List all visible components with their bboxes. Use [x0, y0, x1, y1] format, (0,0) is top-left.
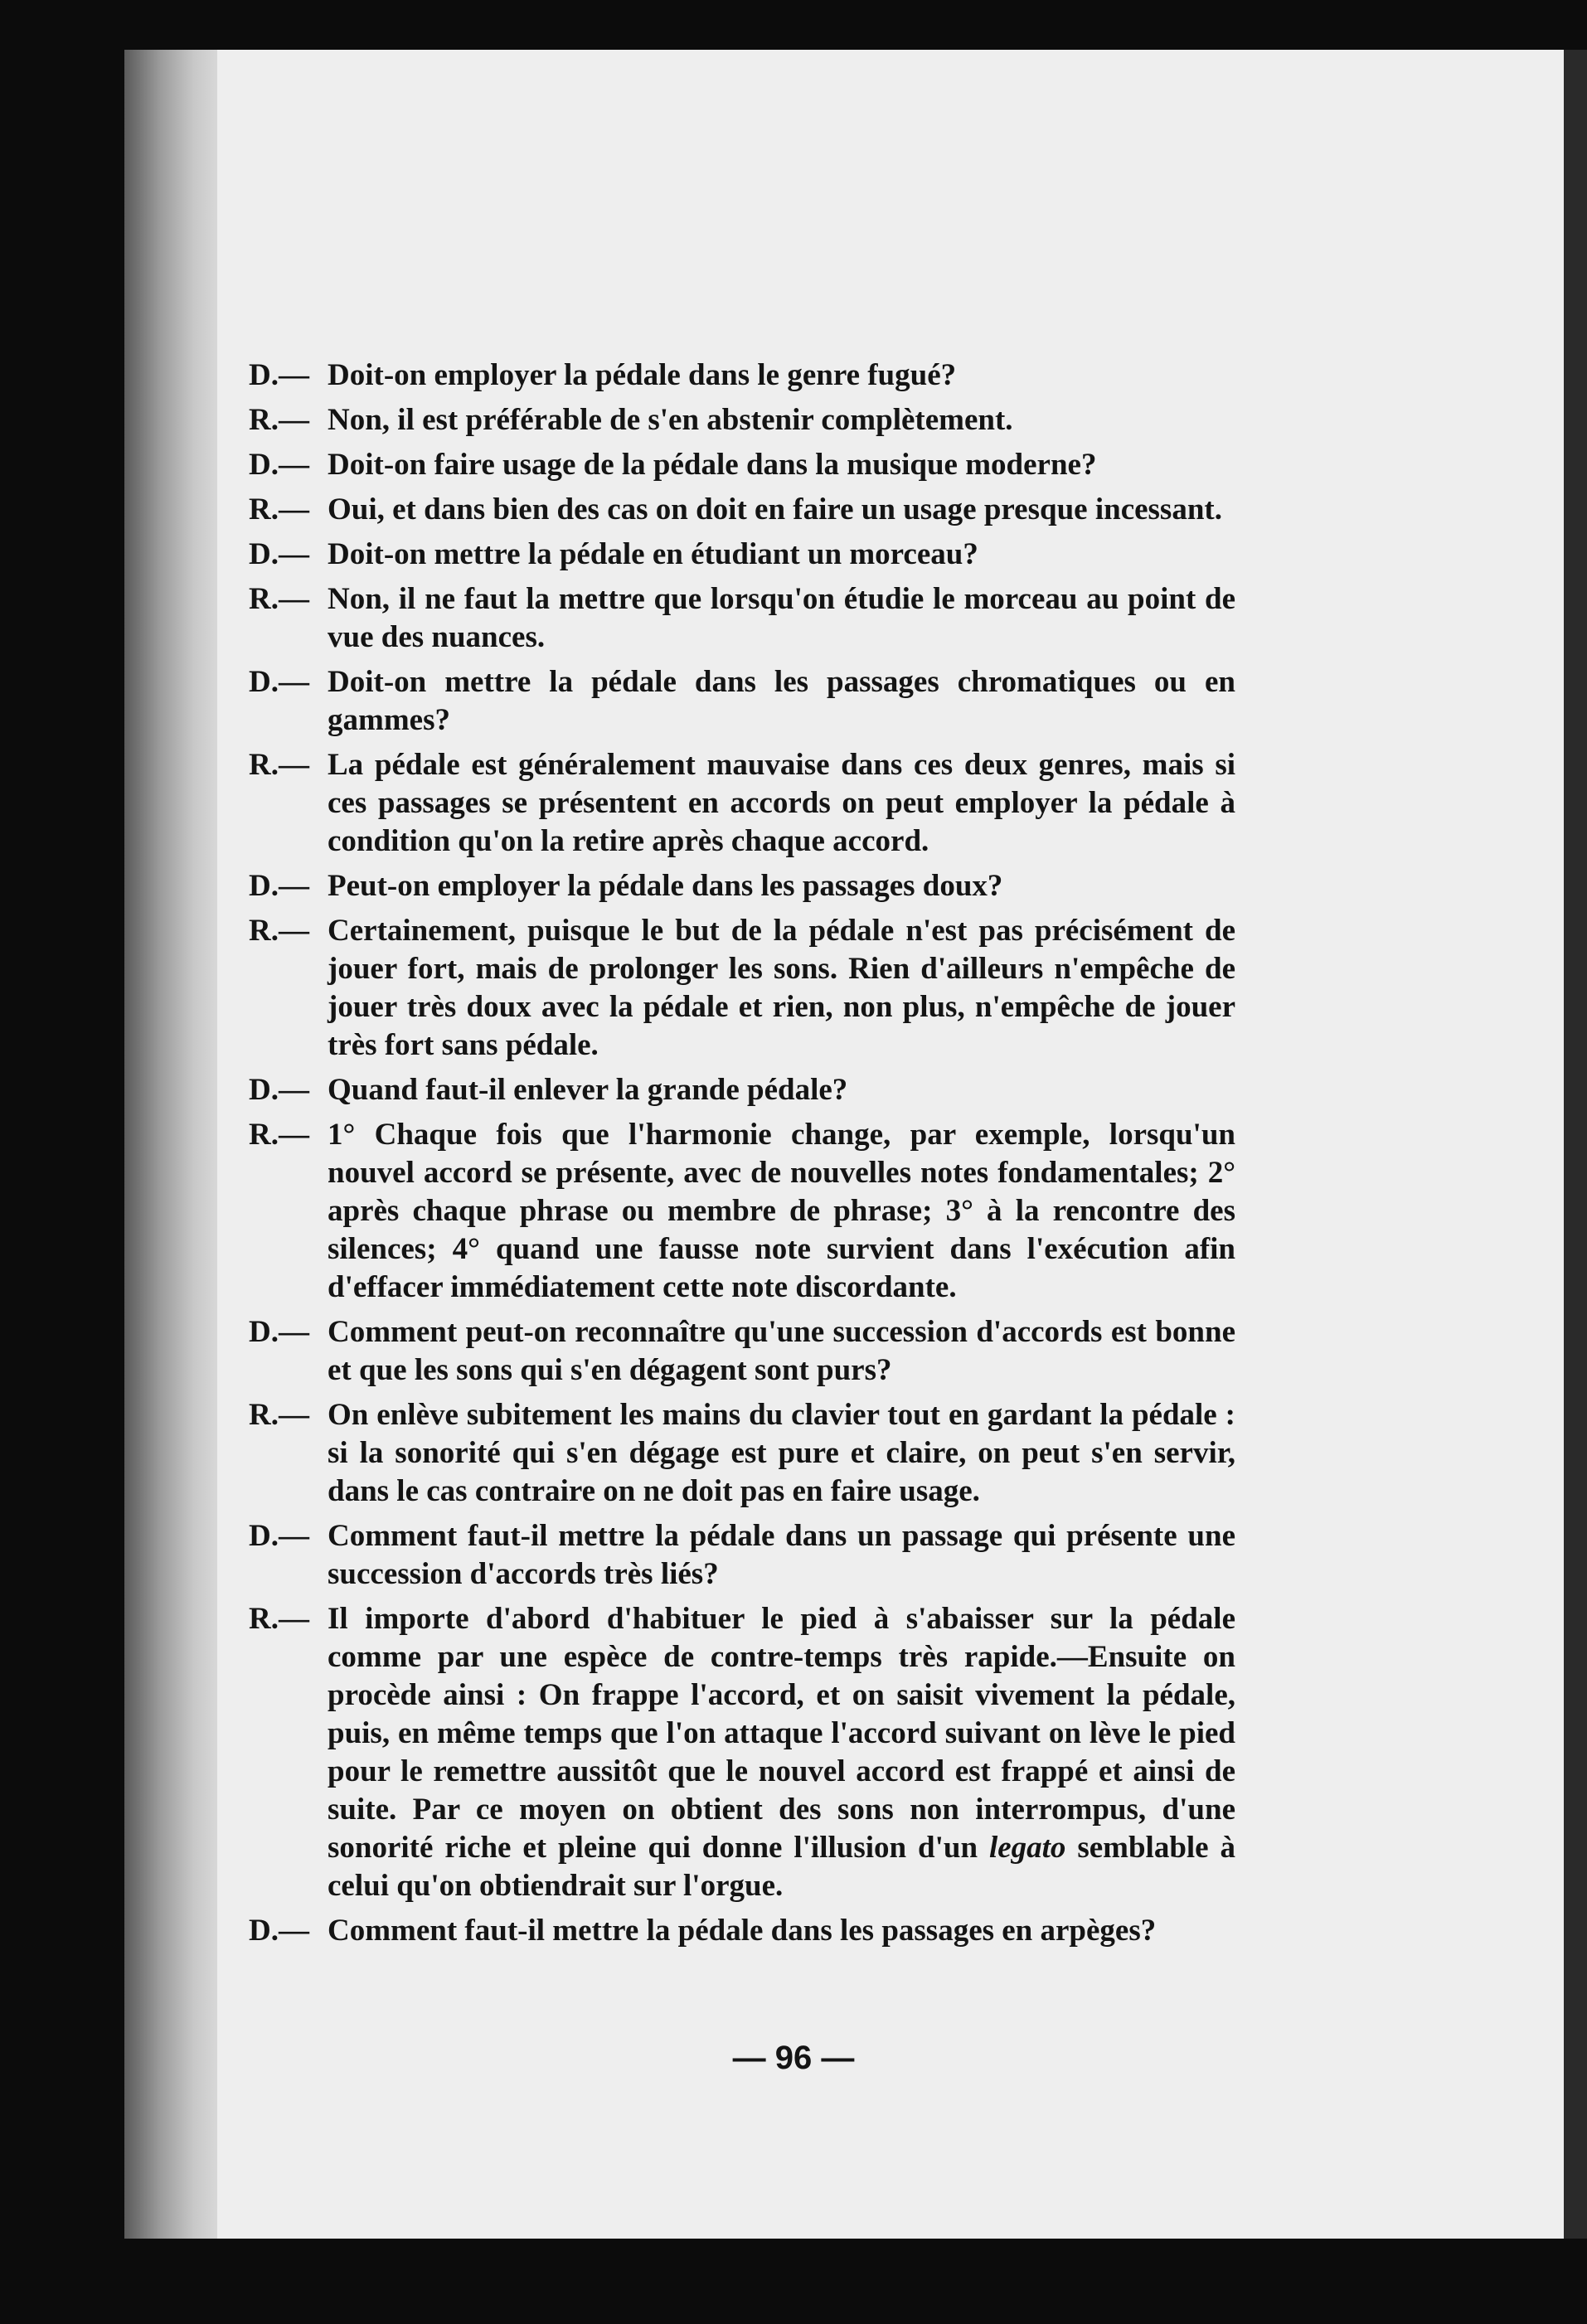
- answer-tag: R.—: [249, 582, 309, 616]
- question-text: Comment peut-on reconnaître qu'une succession d'accords est bonne et que les sons qui s'en dégagent sont purs?: [328, 1315, 1235, 1387]
- answer-tag: R.—: [249, 1602, 309, 1636]
- page-number: — 96 —: [732, 2040, 855, 2076]
- qa-text: [249, 357, 1235, 1957]
- italic-term: legato: [988, 1831, 1066, 1865]
- question-tag: D.—: [249, 1914, 309, 1948]
- question: [249, 357, 1235, 395]
- page-edge: [1564, 50, 1587, 2239]
- answer-text: 1° Chaque fois que l'harmonie change, par exemple, lorsqu'un nouvel accord se présente, avec de nouvelles notes fondamentales; 2° après chaque phrase ou membre de phrase; 3° à la rencontre des silences; 4° quand une fausse note survient dans l'exécution afin d'effacer immédiatement cette note discordante.: [328, 1118, 1235, 1304]
- answer: [249, 1600, 1235, 1905]
- answer: [249, 401, 1235, 439]
- answer: [249, 912, 1235, 1065]
- answer: [249, 1396, 1235, 1511]
- answer: [249, 580, 1235, 657]
- question: [249, 1912, 1235, 1950]
- question-tag: D.—: [249, 537, 309, 571]
- answer-tag: R.—: [249, 1118, 309, 1152]
- answer-tag: R.—: [249, 403, 309, 437]
- question-text: Doit-on mettre la pédale en étudiant un morceau?: [328, 537, 978, 571]
- question-tag: D.—: [249, 448, 309, 482]
- question-text: Quand faut-il enlever la grande pédale?: [328, 1073, 848, 1107]
- question: [249, 1313, 1235, 1390]
- answer-tag: R.—: [249, 914, 309, 948]
- answer: [249, 491, 1235, 529]
- answer-text: La pédale est généralement mauvaise dans ces deux genres, mais si ces passages se présentent en accords on peut employer la pédale à condition qu'on la retire après chaque accord.: [328, 748, 1235, 858]
- answer-text-part: semblable à celui qu'on obtiendrait sur l'orgue.: [328, 1831, 1236, 1903]
- question-tag: D.—: [249, 1315, 309, 1349]
- question-tag: D.—: [249, 1519, 309, 1553]
- answer: [249, 746, 1235, 861]
- answer-text: Oui, et dans bien des cas on doit en faire un usage presque incessant.: [328, 492, 1222, 526]
- question-text: Comment faut-il mettre la pédale dans un passage qui présente une succession d'accords très liés?: [328, 1519, 1235, 1591]
- answer: [249, 1116, 1235, 1307]
- question-text: Comment faut-il mettre la pédale dans les passages en arpèges?: [328, 1914, 1157, 1948]
- question-text: Doit-on employer la pédale dans le genre fugué?: [328, 358, 957, 392]
- question: [249, 1517, 1235, 1594]
- answer-tag: R.—: [249, 1398, 309, 1432]
- question: [249, 446, 1235, 484]
- book-spine: [124, 50, 224, 2239]
- question-text: Peut-on employer la pédale dans les passages doux?: [328, 869, 1003, 903]
- question-tag: D.—: [249, 358, 309, 392]
- answer-text: On enlève subitement les mains du clavier tout en gardant la pédale : si la sonorité qui s'en dégage est pure et claire, on peut s'en servir, dans le cas contraire on ne doit pas en faire usage.: [328, 1398, 1235, 1508]
- question: [249, 1071, 1235, 1109]
- answer-text: Certainement, puisque le but de la pédale n'est pas précisément de jouer fort, mais de prolonger les sons. Rien d'ailleurs n'empêche de jouer très doux avec la pédale et rien, non plus, n'empêche de jouer très fort sans pédale.: [328, 914, 1235, 1062]
- question-tag: D.—: [249, 869, 309, 903]
- answer-text-part: Il importe d'abord d'habituer le pied à s'abaisser sur la pédale comme par une espèce de contre-temps très rapide.—Ensuite on procède ainsi : On frappe l'accord, et on saisit vivement la pédale, puis, en même temps que l'on attaque l'accord suivant on lève le pied pour le remettre aussitôt que le nouvel accord est frappé et ainsi de suite. Par ce moyen on obtient des sons non interrompus, d'une sonorité riche et pleine qui donne l'illusion d'un: [328, 1602, 1235, 1865]
- question-text: Doit-on mettre la pédale dans les passages chromatiques ou en gammes?: [328, 665, 1235, 737]
- question: [249, 536, 1235, 574]
- answer-text: Non, il est préférable de s'en abstenir complètement.: [328, 403, 1013, 437]
- question-tag: D.—: [249, 1073, 309, 1107]
- question: [249, 663, 1235, 740]
- question-text: Doit-on faire usage de la pédale dans la musique moderne?: [328, 448, 1097, 482]
- question: [249, 867, 1235, 905]
- answer-tag: R.—: [249, 748, 309, 782]
- answer-tag: R.—: [249, 492, 309, 526]
- question-tag: D.—: [249, 665, 309, 699]
- answer-text: [328, 1600, 1235, 1905]
- answer-text: Non, il ne faut la mettre que lorsqu'on étudie le morceau au point de vue des nuances.: [328, 582, 1235, 654]
